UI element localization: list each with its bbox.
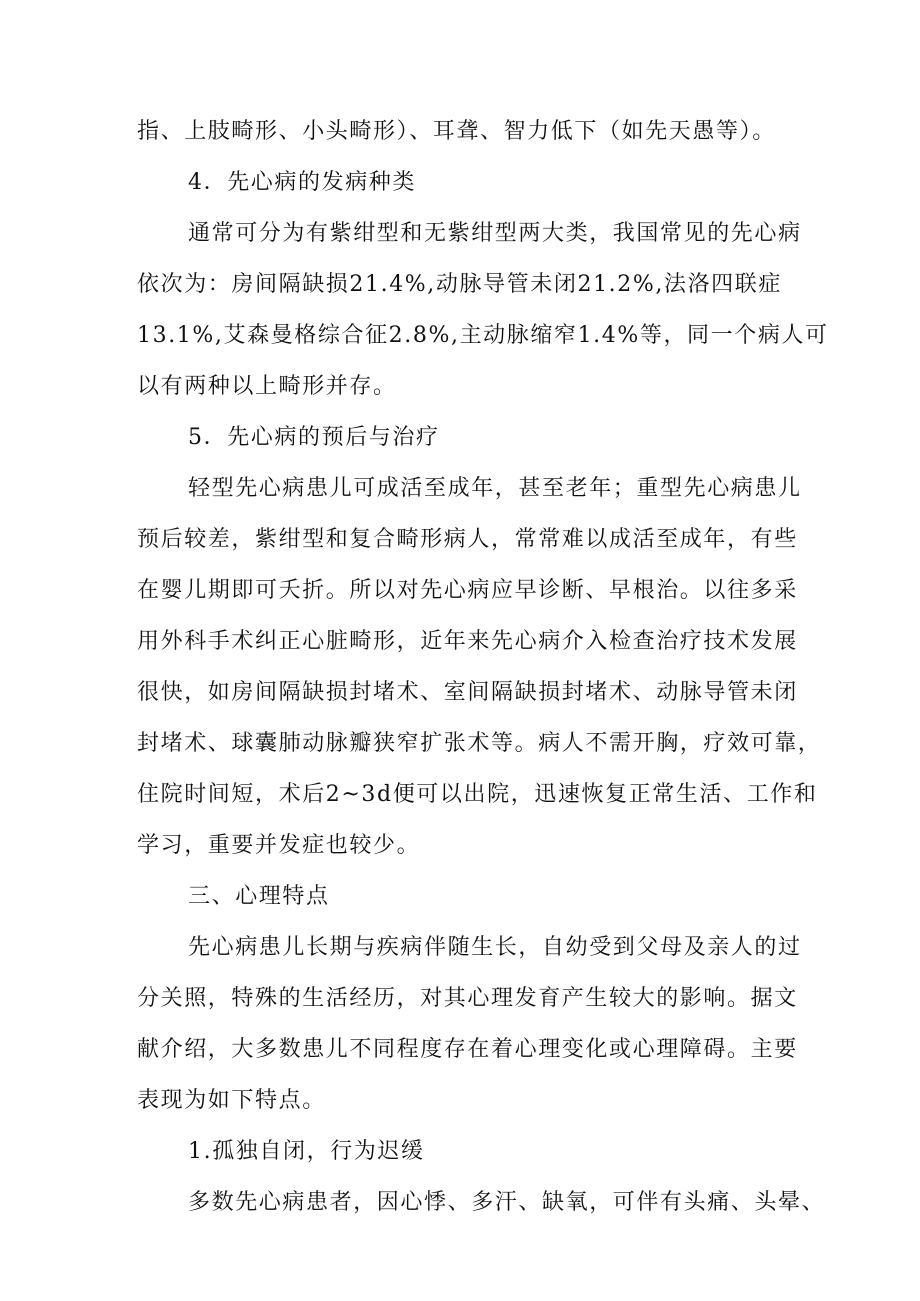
text-line: 用外科手术纠正心脏畸形，近年来先心病介入检查治疗技术发展 [137, 629, 798, 654]
section-heading-4: 4．先心病的发病种类 [188, 170, 416, 195]
text-line: 预后较差，紫绀型和复合畸形病人，常常难以成活至成年，有些 [137, 527, 798, 552]
text-line: 13.1%,艾森曼格综合征2.8%,主动脉缩窄1.4%等，同一个病人可 [137, 323, 829, 348]
text-line: 多数先心病患者，因心悸、多汗、缺氧，可伴有头痛、头晕、 [188, 1190, 826, 1215]
text-line: 分关照，特殊的生活经历，对其心理发育产生较大的影响。据文 [137, 986, 798, 1011]
text-line: 通常可分为有紫绀型和无紫绀型两大类，我国常见的先心病 [188, 221, 802, 246]
text-line: 很快，如房间隔缺损封堵术、室间隔缺损封堵术、动脉导管未闭 [137, 680, 798, 705]
text-line: 依次为：房间隔缺损21.4%,动脉导管未闭21.2%,法洛四联症 [137, 272, 782, 297]
text-line: 封堵术、球囊肺动脉瓣狭窄扩张术等。病人不需开胸，疗效可靠， [137, 731, 822, 756]
text-line: 轻型先心病患儿可成活至成年，甚至老年；重型先心病患儿 [188, 476, 802, 501]
text-line: 在婴儿期即可夭折。所以对先心病应早诊断、早根治。以往多采 [137, 578, 798, 603]
text-line: 表现为如下特点。 [137, 1088, 326, 1113]
section-heading-3: 三、心理特点 [188, 884, 330, 909]
text-line: 住院时间短，术后2~3d便可以出院，迅速恢复正常生活、工作和 [137, 782, 818, 807]
subsection-heading-1: 1.孤独自闭，行为迟缓 [188, 1139, 425, 1164]
text-line: 先心病患儿长期与疾病伴随生长，自幼受到父母及亲人的过 [188, 935, 802, 960]
section-heading-5: 5．先心病的预后与治疗 [188, 425, 440, 450]
text-line: 以有两种以上畸形并存。 [137, 374, 397, 399]
text-line: 学习，重要并发症也较少。 [137, 833, 421, 858]
text-line: 指、上肢畸形、小头畸形）、耳聋、智力低下（如先天愚等）。 [137, 119, 776, 144]
text-line: 献介绍，大多数患儿不同程度存在着心理变化或心理障碍。主要 [137, 1037, 798, 1062]
